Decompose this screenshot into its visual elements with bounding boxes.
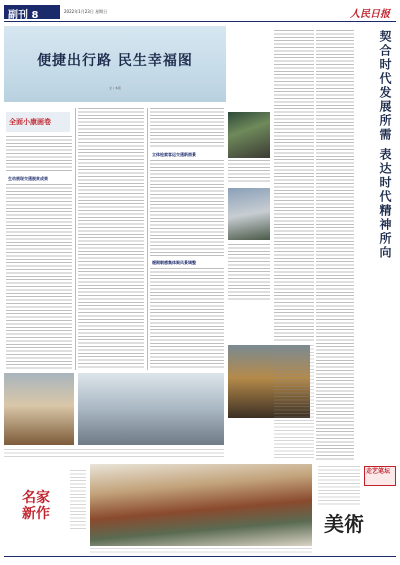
article-text-block xyxy=(150,160,224,256)
article-text-block xyxy=(6,136,72,172)
painting-credit xyxy=(70,470,86,530)
train-photo xyxy=(228,188,270,240)
section-title: 副刊 8 xyxy=(8,10,39,21)
essay-text-block xyxy=(274,30,314,342)
masthead-logo: 人民日报 xyxy=(350,9,390,20)
subhead-1: 生动展现交通脱贫成果 xyxy=(8,176,48,181)
subhead-3: 缓期朝感集体聚风景调整 xyxy=(152,260,196,265)
essay-title: 契合时代发展所需 表达时代精神所向 xyxy=(378,30,392,261)
art-column-label: 名家新作 xyxy=(22,490,50,522)
header-rule xyxy=(4,21,396,22)
landscape-painting xyxy=(90,464,312,546)
subhead-2: 立体检索客运交通新图景 xyxy=(152,152,196,157)
column-label: 全面小康画卷 xyxy=(9,117,51,126)
feature-title: 便捷出行路 民生幸福图 xyxy=(37,53,193,69)
caption-block xyxy=(228,160,270,184)
art-section-label: 美術 xyxy=(324,512,364,536)
feature-subtitle: 文 / 本报 xyxy=(109,86,121,90)
street-photo xyxy=(4,373,74,445)
footer-rule xyxy=(4,556,396,557)
article-text-block xyxy=(78,108,144,370)
caption-block xyxy=(4,449,224,457)
painting-caption xyxy=(90,548,312,553)
article-text-block xyxy=(150,108,224,148)
essay-text-block xyxy=(316,30,354,460)
article-text-block xyxy=(150,268,224,370)
feature-banner xyxy=(4,26,226,102)
waiting-hall-photo xyxy=(78,373,224,445)
corner-label: 走艺笔坛 xyxy=(366,468,391,475)
art-text-block xyxy=(318,466,360,506)
station-photo xyxy=(228,112,270,158)
column-divider xyxy=(147,108,148,370)
issue-date: 2022年1月23日 星期日 xyxy=(64,9,108,14)
column-divider xyxy=(75,108,76,370)
essay-text-block xyxy=(274,345,314,460)
article-text-block xyxy=(6,184,72,370)
caption-block xyxy=(228,244,270,300)
